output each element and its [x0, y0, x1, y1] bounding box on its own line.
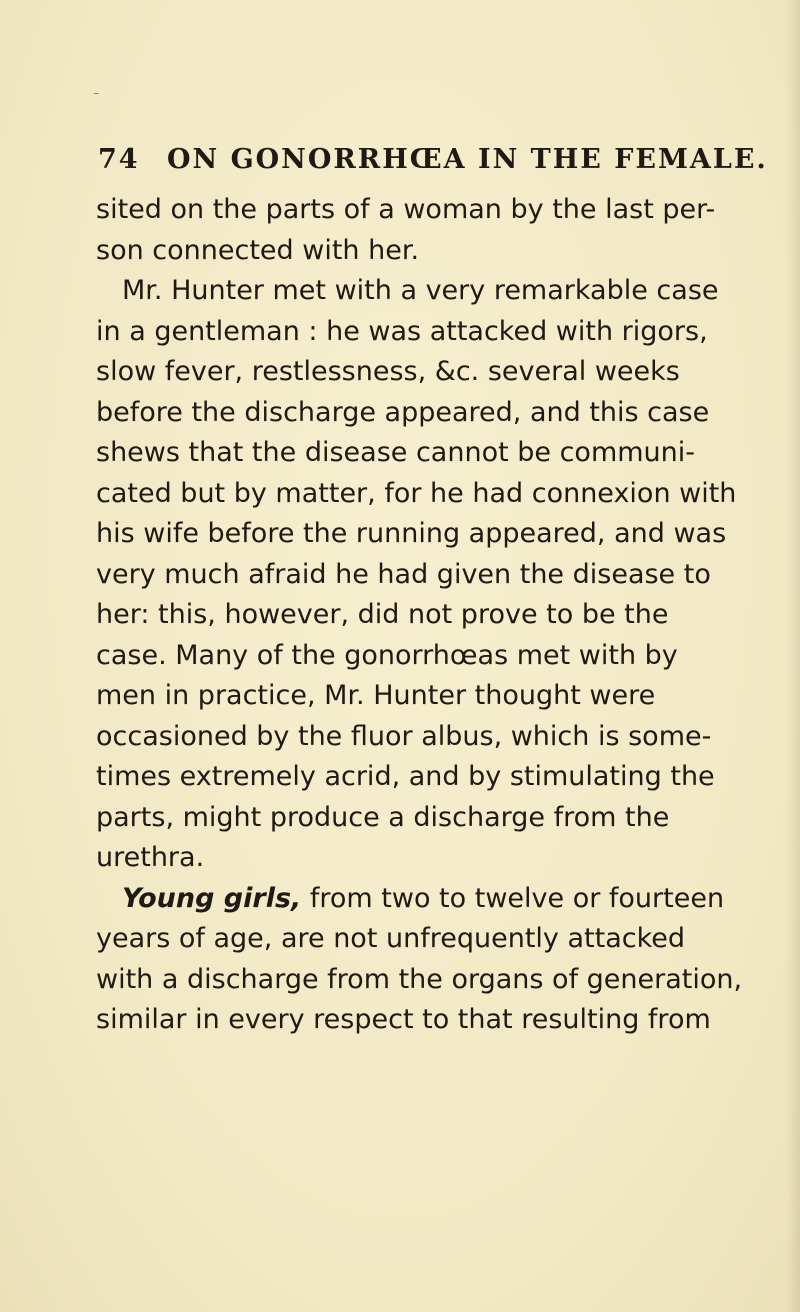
text-fragment: from two to twelve or fourteen [301, 882, 725, 914]
text-line: cated but by matter, for he had connexion with [96, 477, 737, 509]
text-line: years of age, are not unfrequently attacked [96, 923, 686, 954]
italic-phrase: Young girls, [122, 882, 302, 914]
text-line: times extremely acrid, and by stimulating the [96, 761, 715, 792]
text-line: occasioned by the fluor albus, which is some- [96, 720, 712, 752]
text-line: his wife before the running appeared, and was [96, 518, 727, 549]
text-line: men in practice, Mr. Hunter thought were [96, 680, 656, 711]
text-line: before the discharge appeared, and this case [96, 396, 710, 428]
body-text [96, 190, 746, 1041]
running-head-title: ON GONORRHŒA IN THE FEMALE. [166, 144, 768, 175]
text-line: very much afraid he had given the disease to [96, 558, 711, 590]
text-line: with a discharge from the organs of generation, [96, 963, 743, 995]
text-line: case. Many of the gonorrhœas met with by [96, 639, 678, 671]
paragraph-start: Mr. Hunter met with a very remarkable case [122, 275, 719, 306]
text-line: urethra. [96, 842, 205, 873]
corner-mark: ⁻ [93, 88, 100, 102]
text-line: shews that the disease cannot be communi- [96, 437, 696, 468]
paragraph-start [96, 879, 746, 920]
page-number: 74 [98, 144, 140, 175]
text-line: similar in every respect to that resulting from [96, 1004, 711, 1035]
running-header [98, 144, 768, 175]
text-line: in a gentleman : he was attacked with rigors, [96, 315, 708, 347]
text-line: her: this, however, did not prove to be the [96, 599, 669, 630]
page-edge-shadow [786, 0, 800, 1312]
text-line: parts, might produce a discharge from the [96, 801, 670, 833]
text-line: sited on the parts of a woman by the last per- [96, 194, 716, 225]
text-line: son connected with her. [96, 234, 420, 266]
text-line: slow fever, restlessness, &c. several weeks [96, 356, 680, 387]
